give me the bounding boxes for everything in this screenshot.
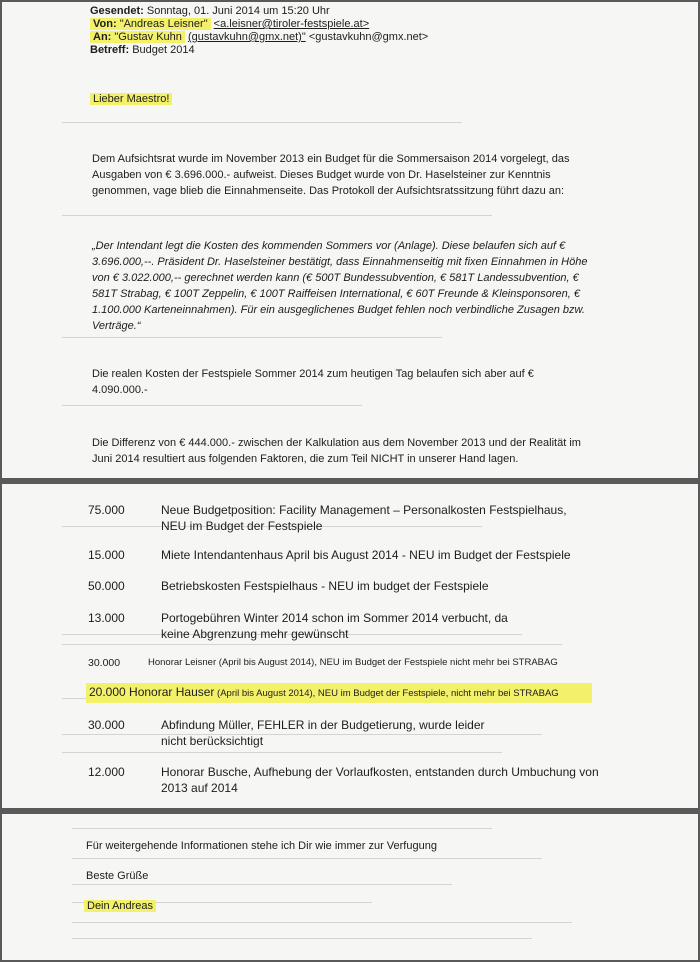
cost-amount: 50.000	[88, 579, 125, 593]
from-line: Von: "Andreas Leisner" <a.leisner@tiroler-festspiele.at>	[90, 19, 369, 31]
signature: Dein Andreas	[84, 898, 156, 914]
salutation: Lieber Maestro!	[90, 91, 172, 107]
cost-description: Neue Budgetposition: Facility Management – Personalkosten Festspielhaus, NEU im Budget der Festspiele	[161, 503, 567, 533]
cost-description: Honorar Busche, Aufhebung der Vorlaufkosten, entstanden durch Umbuchung von 2013 auf 2014	[161, 765, 599, 795]
cost-amount: 30.000	[88, 718, 125, 732]
cost-amount: 75.000	[88, 503, 125, 517]
cost-description: Portogebühren Winter 2014 schon im Sommer 2014 verbucht, da keine Abgrenzung mehr gewünscht	[161, 611, 508, 641]
email-header-panel	[2, 2, 698, 478]
protocol-quote: „Der Intendant legt die Kosten des kommenden Sommers vor (Anlage). Diese belaufen sich auf € 3.696.000,--. Präsident Dr. Haselsteiner bestätigt, dass Einnahmenseitig mit fixen Einnahmen in Höhe von € 3.022.000,-- gerechnet werden kann (€ 500T Bundessubvention, € 581T Landessubvention, € 581T Strabag, € 100T Zeppelin, € 100T Raiffeisen International, € 60T Freunde & Kleinsponsoren, € 1.100.000 Karteneinnahmen). Für ein ausgeglichenes Budget fehlen noch verbindliche Zusagen bzw. Verträge.“	[92, 240, 588, 332]
paragraph-difference: Die Differenz von € 444.000.- zwischen der Kalkulation aus dem November 2013 und der Realität im Juni 2014 resultiert aus folgenden Faktoren, die zum Teil NICHT in unserer Hand lagen.	[92, 437, 581, 465]
paragraph-real-costs: Die realen Kosten der Festspiele Sommer 2014 zum heutigen Tag belaufen sich aber auf € 4.090.000.-	[92, 368, 534, 396]
cost-description: Betriebskosten Festspielhaus - NEU im budget der Festspiele	[161, 579, 489, 593]
to-line: An: "Gustav Kuhn (gustavkuhn@gmx.net)" <gustavkuhn@gmx.net>	[90, 32, 428, 44]
subject-line: Betreff: Budget 2014	[90, 44, 195, 56]
cost-description: Honorar Leisner (April bis August 2014), NEU im Budget der Festspiele nicht mehr bei STRABAG	[148, 657, 558, 668]
cost-amount: 13.000	[88, 611, 125, 625]
cost-amount: 30.000	[88, 657, 121, 669]
cost-items-panel	[2, 484, 698, 808]
cost-amount: 12.000	[88, 765, 125, 779]
sent-line: Gesendet: Sonntag, 01. Juni 2014 um 15:20 Uhr	[90, 5, 330, 17]
cost-description: Abfindung Müller, FEHLER in der Budgetierung, wurde leider nicht berücksichtigt	[161, 718, 485, 748]
closing-regards: Beste Grüße	[86, 870, 149, 882]
closing-info: Für weitergehende Informationen stehe ich Dir wie immer zur Verfugung	[86, 840, 437, 852]
cost-item-highlighted	[86, 683, 596, 703]
paragraph-budget-intro: Dem Aufsichtsrat wurde im November 2013 ein Budget für die Sommersaison 2014 vorgelegt, das Ausgaben von € 3.696.000.- aufweist. Dieses Budget wurde von Dr. Haselsteiner zur Kenntnis genommen, vage blieb die Einnahmenseite. Das Protokoll der Aufsichtsratssitzung führt dazu an:	[92, 153, 570, 197]
to-email-link[interactable]: (gustavkuhn@gmx.net)"	[187, 31, 306, 43]
cost-description: Honorar Hauser	[129, 685, 215, 699]
cost-description: Miete Intendantenhaus April bis August 2014 - NEU im Budget der Festspiele	[161, 548, 571, 562]
closing-panel	[2, 814, 698, 960]
cost-description-detail: (April bis August 2014), NEU im Budget der Festspiele, nicht mehr bei STRABAG	[214, 688, 559, 699]
cost-amount: 20.000	[89, 685, 126, 699]
cost-amount: 15.000	[88, 548, 125, 562]
from-email-link[interactable]: <a.leisner@tiroler-festspiele.at>	[213, 18, 370, 30]
